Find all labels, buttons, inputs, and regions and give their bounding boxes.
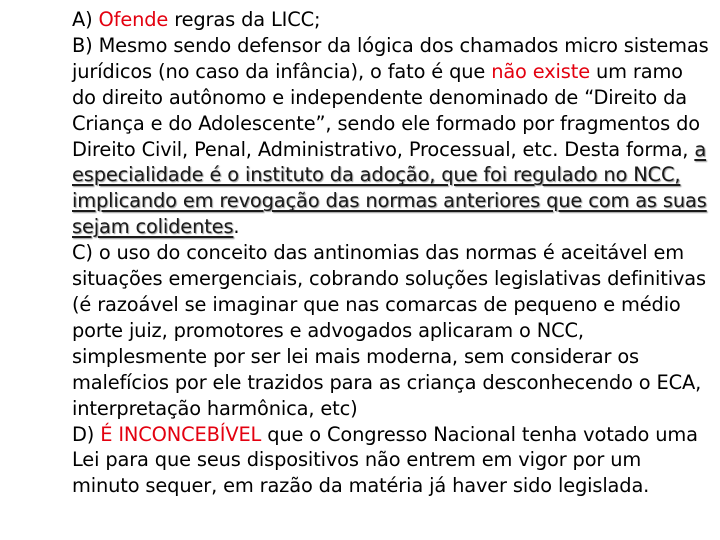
item-d-text: que o Congresso Nacional tenha votado uma Lei para que seus dispositivos não entrem em vigor por um minuto sequer, em razão da matéria já haver sido legislada.: [72, 422, 698, 498]
item-c: [72, 240, 712, 421]
item-d-highlight: É INCONCEBÍVEL: [100, 422, 262, 446]
item-a-highlight: Ofende: [98, 8, 169, 31]
item-b-highlight: não existe: [491, 59, 590, 83]
item-a-marker: A): [72, 8, 99, 31]
item-d: [72, 422, 712, 500]
item-b-end: .: [233, 215, 240, 239]
item-d-marker: D): [72, 422, 101, 446]
item-b-text-1: B) Mesmo sendo defensor da lógica dos chamados micro sistemas jurídicos (no caso da infância), o fato é que: [72, 33, 709, 83]
item-a: [72, 7, 712, 33]
item-b: [72, 33, 712, 240]
item-a-text: regras da LICC;: [168, 8, 321, 31]
item-c-text: C) o uso do conceito das antinomias das normas é aceitável em situações emergenciais, cobrando soluções legislativas definitivas (é razoável se imaginar que nas comarcas de pequeno e médio porte juiz, promotores e advogados aplicaram o NCC, simplesmente por ser lei mais moderna, sem considerar os malefícios por ele trazidos para as criança desconhecendo o ECA, interpretação harmônica, etc): [72, 241, 706, 420]
item-b-underlined: a especialidade é o instituto da adoção, que foi regulado no NCC, implicando em revogação das normas anteriores que com as suas sejam colidentes: [72, 137, 707, 239]
item-b-text-2: um ramo do direito autônomo e independente denominado de “Direito da Criança e do Adolescente”, sendo ele formado por fragmentos do Direito Civil, Penal, Administrativo, Processual, etc. Desta forma,: [72, 59, 701, 161]
